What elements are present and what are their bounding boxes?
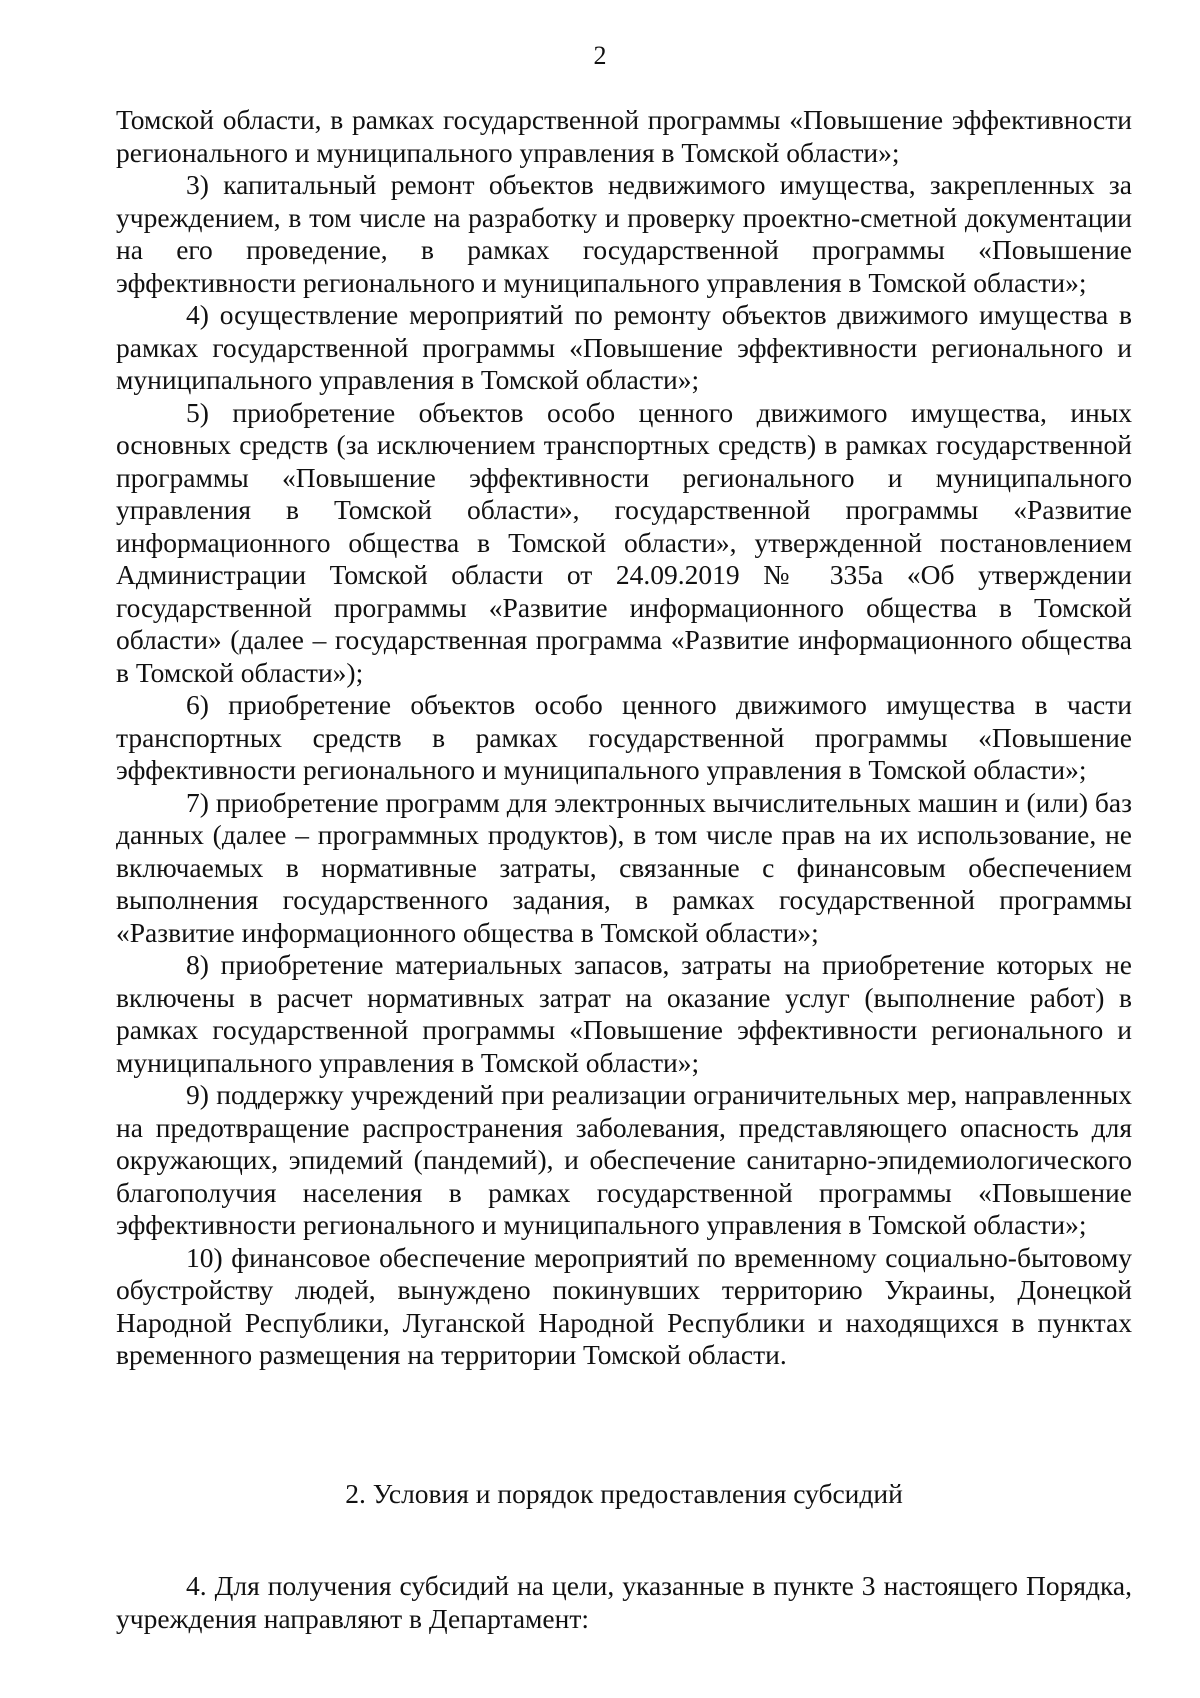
paragraph-item-6: 6) приобретение объектов особо ценного движимого имущества в части транспортных средств в рамках государственной программы «Повышение эффективности регионального и муниципального управления в Томской области»; bbox=[116, 689, 1132, 785]
paragraph-item-9: 9) поддержку учреждений при реализации ограничительных мер, направленных на предотвращение распространения заболевания, представляющего опасность для окружающих, эпидемий (пандемий), и обеспечение санитарно-эпидемиологического благополучия населения в рамках государственной программы «Повышение эффективности регионального и муниципального управления в Томской области»; bbox=[116, 1079, 1132, 1240]
paragraph-item-7: 7) приобретение программ для электронных вычислительных машин и (или) баз данных (далее – программных продуктов), в том числе прав на их использование, не включаемых в нормативные затраты, связанные с финансовым обеспечением выполнения государственного задания, в рамках государственной программы «Развитие информационного общества в Томской области»; bbox=[116, 786, 1132, 948]
paragraph-item-8: 8) приобретение материальных запасов, затраты на приобретение которых не включены в расчет нормативных затрат на оказание услуг (выполнение работ) в рамках государственной программы «Повышение эффективности регионального и муниципального управления в Томской области»; bbox=[116, 949, 1132, 1078]
paragraph-item-10: 10) финансовое обеспечение мероприятий по временному социально-бытовому обустройству людей, вынуждено покинувших территорию Украины, Донецкой Народной Республики, Луганской Народной Республики и находящихся в пунктах временного размещения на территории Томской области. bbox=[116, 1241, 1132, 1370]
paragraph-continuation: Томской области, в рамках государственной программы «Повышение эффективности регионального и муниципального управления в Томской области»; bbox=[116, 104, 1132, 168]
section-heading: 2. Условия и порядок предоставления субсидий bbox=[345, 1478, 903, 1509]
paragraph-item-4-section-2: 4. Для получения субсидий на цели, указанные в пункте 3 настоящего Порядка, учреждения направляют в Департамент: bbox=[116, 1570, 1132, 1634]
document-body bbox=[116, 104, 1132, 1372]
paragraph-item-5: 5) приобретение объектов особо ценного движимого имущества, иных основных средств (за исключением транспортных средств) в рамках государственной программы «Повышение эффективности регионального и муниципального управления в Томской области», государственной программы «Развитие информационного общества в Томской области», утвержденной постановлением Администрации Томской области от 24.09.2019 № 335а «Об утверждении государственной программы «Развитие информационного общества в Томской области» (далее – государственная программа «Развитие информационного общества в Томской области»); bbox=[116, 396, 1132, 688]
page-number: 2 bbox=[593, 41, 607, 70]
paragraph-item-3: 3) капитальный ремонт объектов недвижимого имущества, закрепленных за учреждением, в том числе на разработку и проверку проектно-сметной документации на его проведение, в рамках государственной программы «Повышение эффективности регионального и муниципального управления в Томской области»; bbox=[116, 169, 1132, 298]
closing-section bbox=[116, 1570, 1132, 1635]
paragraph-item-4: 4) осуществление мероприятий по ремонту объектов движимого имущества в рамках государственной программы «Повышение эффективности регионального и муниципального управления в Томской области»; bbox=[116, 299, 1132, 395]
